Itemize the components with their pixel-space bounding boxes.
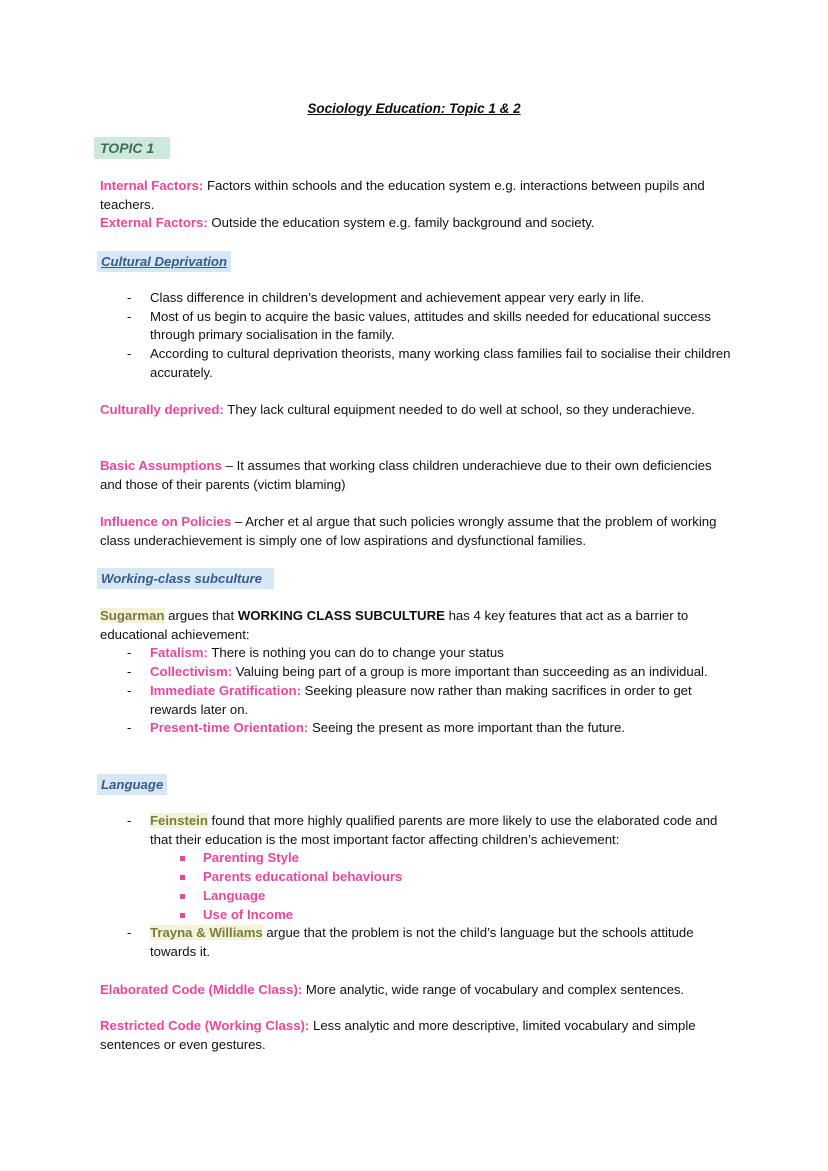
section-heading-subculture: Working-class subculture (97, 568, 274, 589)
term: Internal Factors: (100, 178, 204, 193)
definition: There is nothing you can do to change your status (207, 645, 504, 661)
list-item: - Class difference in children’s development and achievement appear very early in life. (100, 289, 732, 308)
list-item (100, 663, 732, 682)
term: Influence on Policies (100, 514, 232, 529)
influence-on-policies-para (100, 513, 732, 550)
list-item (100, 924, 732, 961)
list-item: - According to cultural deprivation theorists, many working class families fail to socialise their children accurately. (100, 345, 732, 382)
text: found that more highly qualified parents are more likely to use the elaborated code and that their education is the most important factor affecting children’s achievement: (150, 813, 718, 847)
term: Elaborated Code (Middle Class): (100, 982, 303, 997)
definition: – It assumes that working class children underachieve due to their own deficiencies and those of their parents (victim blaming) (100, 458, 712, 492)
list-item (100, 719, 732, 738)
sub-list-item: Parents educational behaviours (100, 868, 732, 887)
definition: Seeking pleasure now rather than making sacrifices in order to get rewards later on. (150, 682, 692, 717)
feinstein-factors (150, 849, 732, 924)
sub-list-item: Language (100, 887, 732, 906)
topic-heading: TOPIC 1 (94, 137, 170, 159)
sub-list-item: Parenting Style (100, 849, 732, 868)
emphasis: WORKING CLASS SUBCULTURE (237, 608, 445, 623)
subculture-intro (100, 607, 732, 738)
definition: Less analytic and more descriptive, limited vocabulary and simple sentences or even gestures. (100, 1018, 696, 1052)
restricted-code-para (100, 1017, 732, 1054)
definition: Valuing being part of a group is more important than succeeding as an individual. (232, 664, 708, 680)
list-item (100, 812, 732, 924)
text: has 4 key features that act as a barrier to educational achievement: (100, 608, 689, 642)
factors-definitions (100, 177, 732, 233)
definition: Outside the education system e.g. family background and society. (207, 215, 595, 231)
internal-factors (100, 177, 732, 214)
subculture-features (100, 644, 732, 738)
basic-assumptions-para (100, 457, 732, 494)
section-heading-cultural-deprivation: Cultural Deprivation (97, 251, 231, 272)
list-item: - Most of us begin to acquire the basic values, attitudes and skills needed for educational success through primary socialisation in the family. (100, 308, 732, 345)
sub-list-item: Use of Income (100, 906, 732, 925)
theorist-name: Feinstein (150, 813, 208, 828)
term: Immediate Gratification: (150, 682, 301, 698)
term: Present-time Orientation: (150, 720, 309, 736)
list-item (100, 644, 732, 663)
external-factors (100, 214, 732, 233)
definition: Seeing the present as more important than the future. (308, 720, 625, 736)
cultural-deprivation-bullets (100, 289, 732, 383)
term: Culturally deprived: (100, 402, 224, 417)
culturally-deprived-para (100, 401, 732, 420)
text: argues that (164, 608, 238, 623)
text: argue that the problem is not the child’s language but the schools attitude towards it. (150, 925, 694, 959)
term: Restricted Code (Working Class): (100, 1018, 310, 1033)
term: External Factors: (100, 215, 208, 231)
definition: Factors within schools and the education system e.g. interactions between pupils and teachers. (100, 178, 705, 212)
theorist-name: Sugarman (100, 608, 165, 623)
term: Collectivism: (150, 664, 233, 680)
elaborated-code-para (100, 981, 732, 1000)
document-title: Sociology Education: Topic 1 & 2 (307, 101, 521, 116)
section-heading-language: Language (97, 774, 167, 795)
language-bullets (100, 812, 732, 962)
definition: More analytic, wide range of vocabulary and complex sentences. (302, 982, 685, 997)
term: Fatalism: (150, 645, 208, 661)
theorist-name: Trayna & Williams (150, 925, 263, 941)
definition: They lack cultural equipment needed to do well at school, so they underachieve. (223, 402, 695, 417)
definition: – Archer et al argue that such policies wrongly assume that the problem of working class underachievement is simply one of low aspirations and dysfunctional families. (100, 514, 717, 548)
list-item (100, 682, 732, 719)
term: Basic Assumptions (100, 458, 222, 473)
